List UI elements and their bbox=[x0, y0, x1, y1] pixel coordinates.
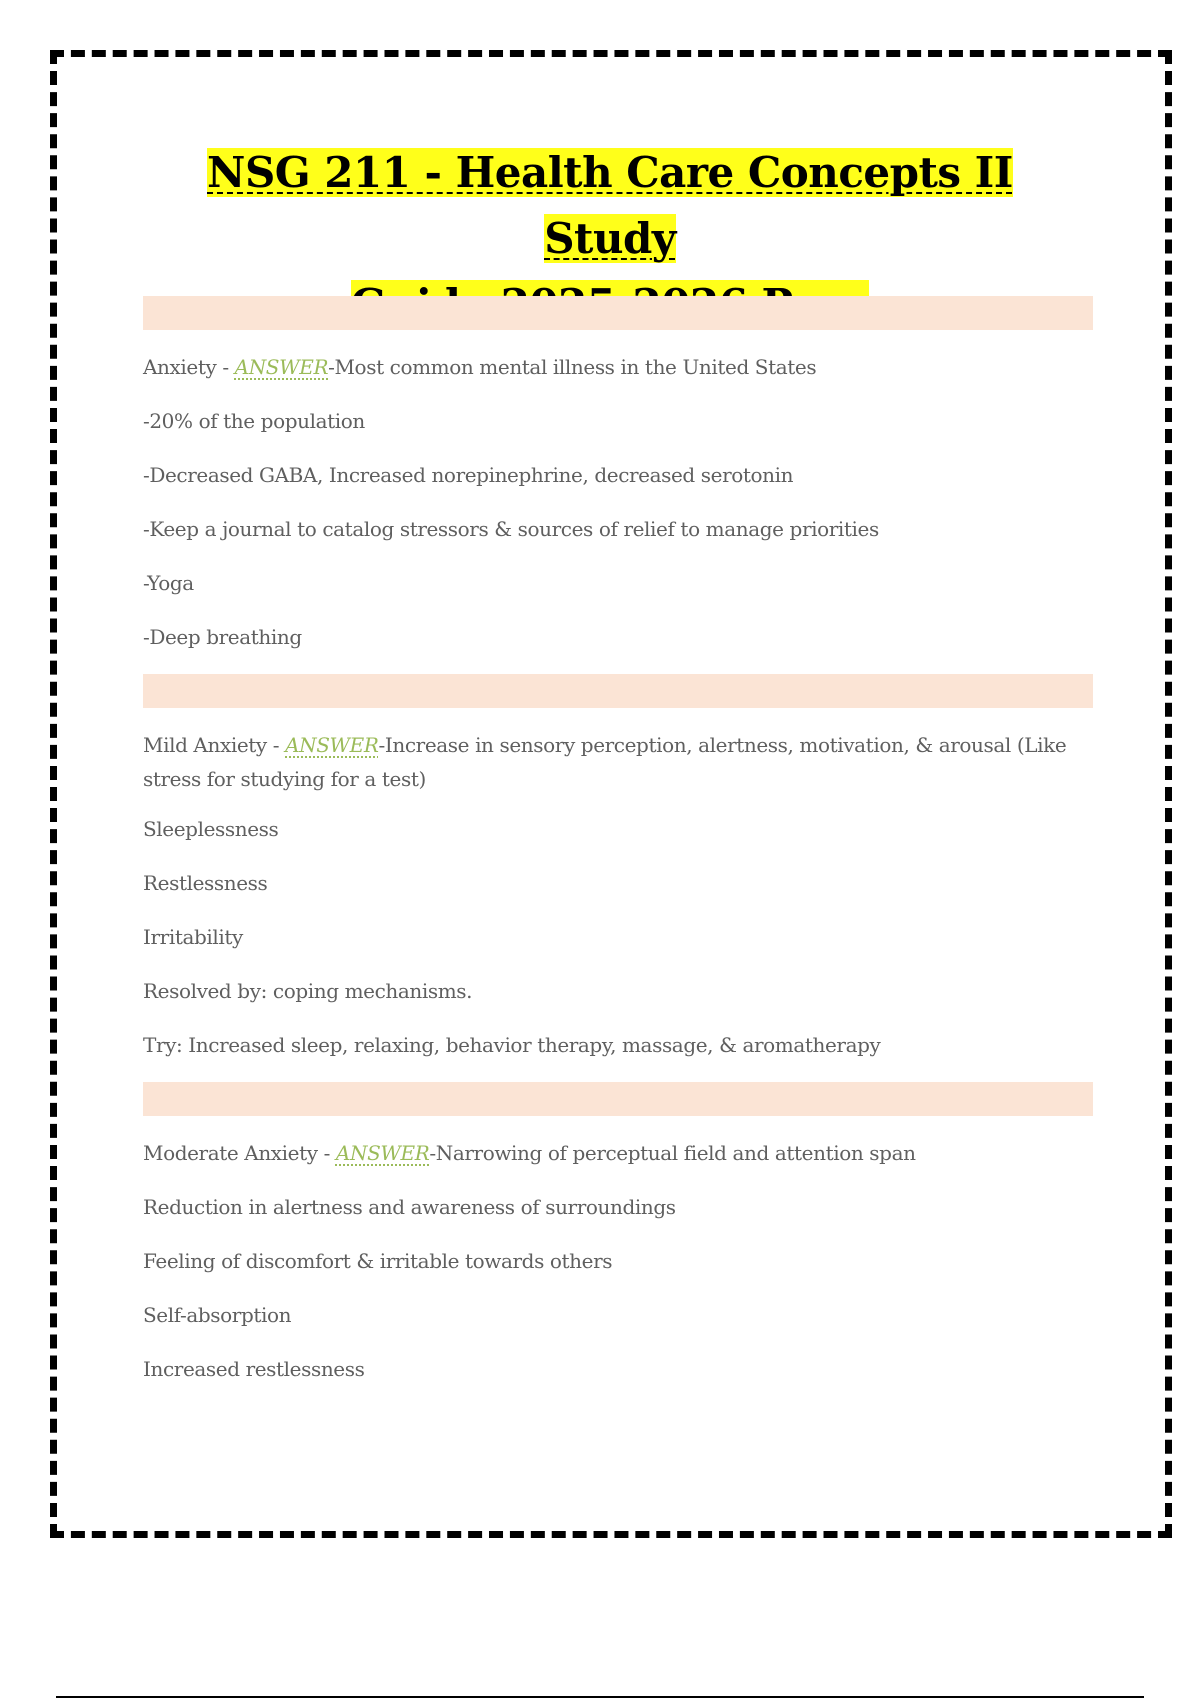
term: Moderate Anxiety - bbox=[143, 1141, 336, 1165]
definition: -Increase in sensory perception, alertness, motivation, & arousal (Like stress for studying for a test) bbox=[143, 733, 1067, 791]
detail-line: -Yoga bbox=[143, 571, 194, 595]
detail-line: Feeling of discomfort & irritable towards others bbox=[143, 1249, 613, 1273]
section-divider-band bbox=[143, 1082, 1093, 1116]
answer-label: ANSWER bbox=[335, 1141, 430, 1165]
detail-line: Increased restlessness bbox=[143, 1357, 365, 1381]
question-line bbox=[143, 728, 1093, 796]
page-bottom-rule bbox=[56, 1696, 1144, 1698]
section-divider-band bbox=[143, 296, 1093, 330]
term: Anxiety - bbox=[143, 355, 235, 379]
term: Mild Anxiety - bbox=[143, 733, 286, 757]
detail-line: Irritability bbox=[143, 925, 243, 949]
definition: -Most common mental illness in the United States bbox=[328, 355, 817, 379]
question-line bbox=[143, 1136, 1093, 1170]
flashcard-mild-anxiety bbox=[143, 674, 1093, 1062]
detail-line: Sleeplessness bbox=[143, 817, 279, 841]
title-line-1: NSG 211 - Health Care Concepts II Study bbox=[207, 148, 1013, 263]
detail-line: -Deep breathing bbox=[143, 625, 302, 649]
detail-line: Restlessness bbox=[143, 871, 268, 895]
answer-label: ANSWER bbox=[234, 355, 329, 379]
detail-line: -Decreased GABA, Increased norepinephrine, decreased serotonin bbox=[143, 463, 794, 487]
detail-line: Self-absorption bbox=[143, 1303, 292, 1327]
detail-line: Reduction in alertness and awareness of surroundings bbox=[143, 1195, 676, 1219]
definition: -Narrowing of perceptual field and attention span bbox=[429, 1141, 916, 1165]
detail-line: Try: Increased sleep, relaxing, behavior therapy, massage, & aromatherapy bbox=[143, 1033, 881, 1057]
detail-line: -Keep a journal to catalog stressors & sources of relief to manage priorities bbox=[143, 517, 879, 541]
study-guide-content bbox=[143, 296, 1093, 1406]
answer-label: ANSWER bbox=[285, 733, 379, 757]
flashcard-anxiety bbox=[143, 296, 1093, 654]
section-divider-band bbox=[143, 674, 1093, 708]
flashcard-moderate-anxiety bbox=[143, 1082, 1093, 1386]
detail-line: Resolved by: coping mechanisms. bbox=[143, 979, 473, 1003]
detail-line: -20% of the population bbox=[143, 409, 365, 433]
question-line bbox=[143, 350, 1093, 384]
